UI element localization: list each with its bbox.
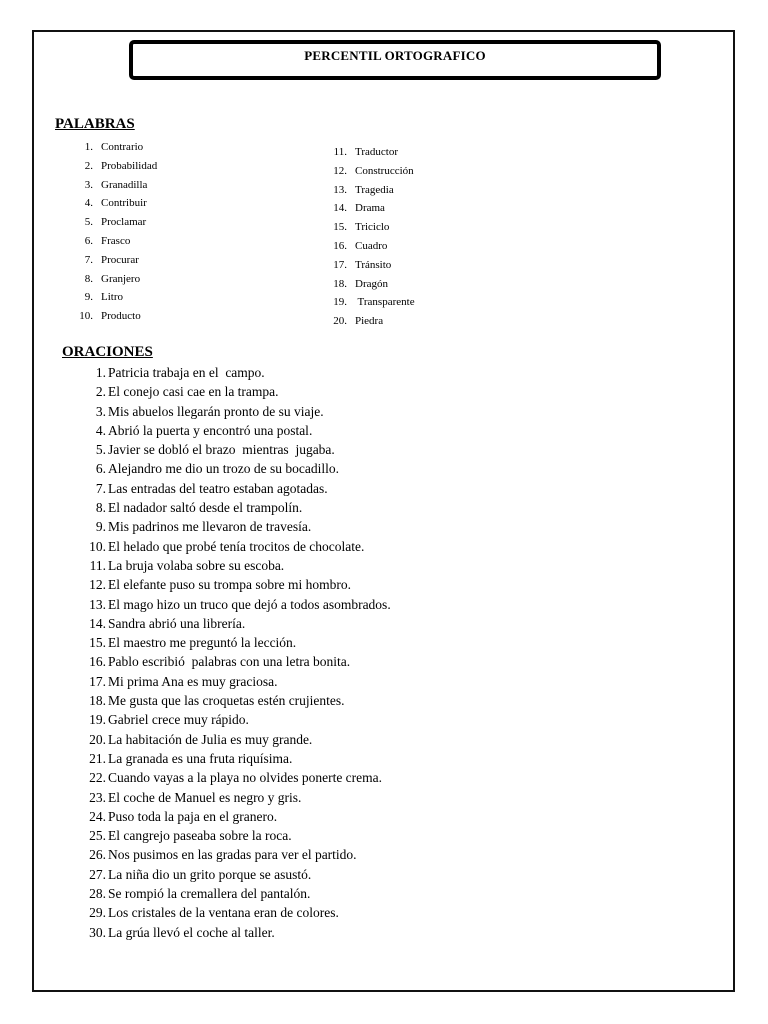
item-number: 10. — [89, 538, 106, 554]
item-number: 28. — [89, 886, 106, 902]
item-text: El coche de Manuel es negro y gris. — [108, 789, 302, 805]
item-number: 8. — [95, 500, 106, 516]
item-text: La grúa llevó el coche al taller. — [108, 924, 275, 940]
item-number: 1. — [84, 141, 93, 153]
sentence-item — [95, 498, 391, 517]
item-number: 13. — [89, 596, 106, 612]
item-text: Triciclo — [355, 221, 390, 234]
item-text: Contribuir — [101, 197, 147, 210]
item-text: Dragón — [355, 277, 388, 290]
item-number: 30. — [89, 924, 106, 940]
item-text: Gabriel crece muy rápido. — [108, 712, 249, 728]
sentence-item — [89, 652, 391, 671]
sentence-item — [95, 479, 391, 498]
sentence-item — [89, 730, 391, 749]
word-item — [333, 199, 415, 218]
sentence-item — [89, 691, 391, 710]
word-item — [84, 138, 157, 157]
oraciones-heading: ORACIONES — [62, 344, 153, 360]
item-number: 6. — [95, 461, 106, 477]
sentence-list — [89, 363, 391, 942]
item-number: 20. — [333, 315, 347, 328]
item-text: Mi prima Ana es muy graciosa. — [108, 673, 278, 689]
item-text: Las entradas del teatro estaban agotadas. — [108, 480, 328, 496]
item-number: 18. — [89, 693, 106, 709]
word-item — [84, 157, 158, 176]
item-number: 11. — [89, 557, 106, 573]
item-text: Nos pusimos en las gradas para ver el partido. — [108, 847, 357, 863]
sentence-item — [89, 575, 391, 594]
sentence-item — [89, 633, 391, 652]
word-list-right — [333, 143, 415, 331]
item-text: Alejandro me dio un trozo de su bocadillo. — [108, 461, 339, 477]
item-number: 29. — [89, 905, 106, 921]
sentence-item — [89, 749, 391, 768]
word-item — [84, 251, 157, 270]
item-number: 13. — [333, 183, 347, 196]
word-item — [333, 218, 415, 237]
item-text: Transparente — [355, 296, 415, 309]
sentence-item — [95, 440, 391, 459]
item-number: 14. — [89, 615, 106, 631]
word-item — [333, 256, 415, 275]
sentence-item — [95, 421, 391, 440]
sentence-item — [89, 845, 391, 864]
item-number: 17. — [89, 673, 106, 689]
item-number: 8. — [84, 272, 93, 285]
item-text: El nadador saltó desde el trampolín. — [108, 500, 303, 516]
item-number: 12. — [89, 577, 106, 593]
item-number: 15. — [333, 221, 347, 234]
item-text: Cuadro — [355, 239, 388, 252]
item-text: Abrió la puerta y encontró una postal. — [108, 422, 313, 438]
item-number: 2. — [95, 384, 106, 400]
sentence-item — [89, 595, 391, 614]
item-number: 16. — [89, 654, 106, 670]
item-text: Frasco — [101, 234, 131, 247]
item-number: 18. — [333, 277, 347, 290]
sentence-item — [89, 768, 391, 787]
item-text: Tragedia — [355, 183, 394, 196]
sentence-item — [89, 807, 391, 826]
item-number: 4. — [95, 422, 106, 438]
sentence-item — [95, 517, 391, 536]
sentence-item — [89, 903, 391, 922]
word-item — [84, 213, 157, 232]
word-item — [333, 237, 415, 256]
item-number: 1. — [95, 365, 106, 380]
item-text: El maestro me preguntó la lección. — [108, 635, 297, 651]
item-number: 14. — [333, 202, 347, 215]
item-number: 3. — [84, 178, 93, 191]
item-number: 25. — [89, 828, 106, 844]
item-text: Los cristales de la ventana eran de colores. — [108, 905, 339, 921]
item-text: La granada es una fruta riquísima. — [108, 750, 293, 766]
sentence-item — [95, 382, 391, 401]
item-text: Tránsito — [355, 258, 392, 271]
item-number: 5. — [84, 216, 93, 229]
item-number: 16. — [333, 239, 347, 252]
item-text: Drama — [355, 202, 385, 215]
word-item — [333, 143, 415, 162]
sentence-item — [89, 710, 391, 729]
item-text: Puso toda la paja en el granero. — [108, 808, 278, 824]
item-text: Piedra — [355, 315, 384, 328]
item-number: 26. — [89, 847, 106, 863]
item-number: 17. — [333, 258, 347, 271]
item-text: Javier se dobló el brazo mientras jugaba. — [108, 442, 335, 458]
item-number: 7. — [84, 253, 93, 266]
word-item — [84, 232, 157, 251]
item-text: Patricia trabaja en el campo. — [108, 365, 265, 380]
sentence-item — [89, 865, 391, 884]
item-number: 15. — [89, 635, 106, 651]
item-number: 23. — [89, 789, 106, 805]
item-text: Contrario — [101, 141, 144, 153]
item-number: 20. — [89, 731, 106, 747]
item-number: 6. — [84, 234, 93, 247]
item-number: 11. — [333, 146, 347, 158]
sentence-item — [89, 788, 391, 807]
item-text: Sandra abrió una librería. — [108, 615, 246, 631]
word-item — [84, 176, 157, 195]
item-text: Pablo escribió palabras con una letra bonita. — [108, 654, 351, 670]
item-text: Cuando vayas a la playa no olvides ponerte crema. — [108, 770, 383, 786]
item-text: Se rompió la cremallera del pantalón. — [108, 886, 311, 902]
item-text: La niña dio un grito porque se asustó. — [108, 866, 312, 882]
word-item — [333, 181, 415, 200]
sentence-item — [89, 884, 391, 903]
sentence-item — [89, 923, 391, 942]
word-item — [333, 293, 415, 312]
item-text: Mis abuelos llegarán pronto de su viaje. — [108, 403, 324, 419]
item-text: Construcción — [355, 164, 414, 177]
item-number: 12. — [333, 164, 347, 177]
item-number: 22. — [89, 770, 106, 786]
item-text: El helado que probé tenía trocitos de chocolate. — [108, 538, 365, 554]
item-text: Producto — [101, 310, 141, 323]
item-number: 7. — [95, 480, 106, 496]
item-text: Mis padrinos me llevaron de travesía. — [108, 519, 312, 535]
item-number: 2. — [84, 159, 93, 172]
item-text: Granjero — [101, 272, 141, 285]
palabras-heading: PALABRAS — [55, 116, 135, 132]
item-text: El mago hizo un truco que dejó a todos asombrados. — [108, 596, 391, 612]
item-text: Me gusta que las croquetas estén crujientes. — [108, 693, 345, 709]
word-item — [333, 162, 415, 181]
word-item — [333, 312, 415, 331]
item-text: Granadilla — [101, 178, 148, 191]
item-text: La habitación de Julia es muy grande. — [108, 731, 313, 747]
sentence-item — [89, 537, 391, 556]
sentence-item — [95, 363, 391, 382]
item-number: 5. — [95, 442, 106, 458]
item-number: 21. — [89, 750, 106, 766]
item-number: 9. — [95, 519, 106, 535]
item-text: Probabilidad — [101, 159, 158, 172]
item-number: 4. — [84, 197, 93, 210]
item-text: El conejo casi cae en la trampa. — [108, 384, 279, 400]
sentence-item — [89, 556, 391, 575]
item-number: 19. — [333, 296, 347, 309]
word-item — [84, 194, 157, 213]
title-box — [129, 40, 661, 80]
item-text: Procurar — [101, 253, 139, 266]
item-text: El cangrejo paseaba sobre la roca. — [108, 828, 292, 844]
sentence-item — [89, 826, 391, 845]
word-item — [333, 275, 415, 294]
item-number: 19. — [89, 712, 106, 728]
word-item — [84, 270, 157, 289]
item-text: Proclamar — [101, 216, 147, 229]
sentence-item — [89, 614, 391, 633]
word-item — [79, 307, 157, 326]
sentence-item — [95, 459, 391, 478]
item-text: Litro — [101, 291, 123, 304]
item-number: 10. — [79, 310, 93, 323]
item-number: 3. — [95, 403, 106, 419]
word-list-left — [79, 138, 158, 326]
sentence-item — [89, 672, 391, 691]
sentence-item — [95, 402, 391, 421]
item-text: El elefante puso su trompa sobre mi hombro. — [108, 577, 351, 593]
item-number: 9. — [84, 291, 93, 304]
item-number: 24. — [89, 808, 106, 824]
item-text: Traductor — [355, 146, 398, 158]
word-item — [84, 288, 157, 307]
document-title: PERCENTIL ORTOGRAFICO — [304, 48, 486, 63]
item-text: La bruja volaba sobre su escoba. — [108, 557, 285, 573]
item-number: 27. — [89, 866, 106, 882]
